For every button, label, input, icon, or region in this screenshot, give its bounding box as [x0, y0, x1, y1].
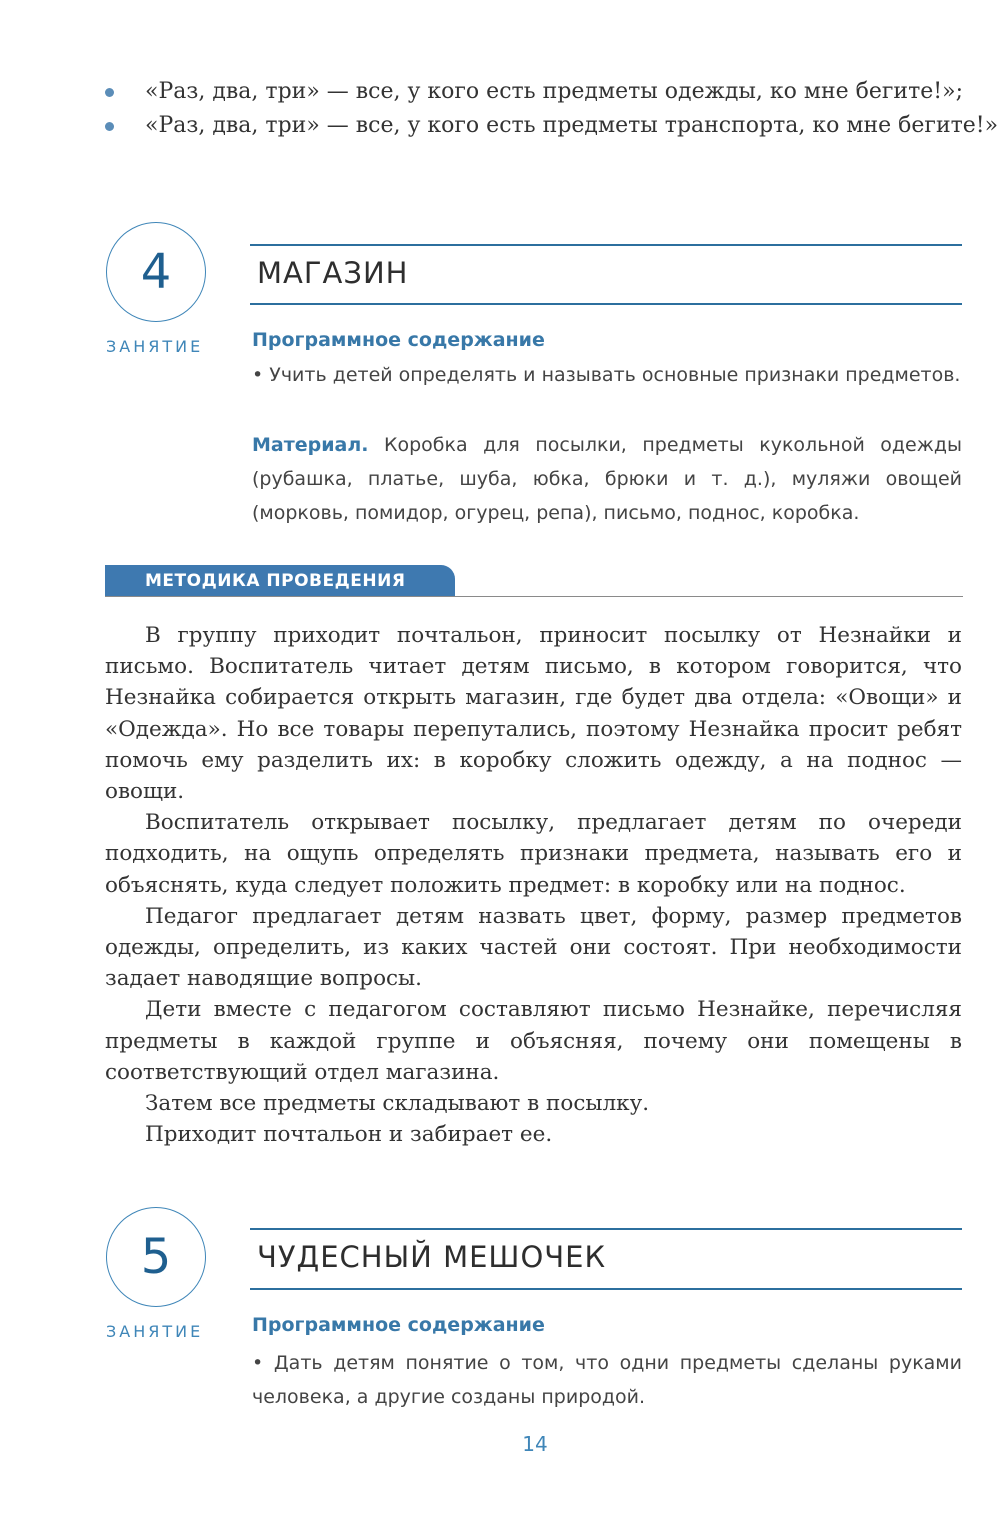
lesson-number-badge: 5 — [106, 1207, 206, 1307]
program-heading: Программное содержание — [252, 329, 545, 351]
method-paragraph: В группу приходит почтальон, приносит посылку от Незнайки и письмо. Воспитатель читает детям письмо, в котором говорится, что Незнайка собирается открыть магазин, где будет два отдела: «Овощи» и «Одежда». Но все товары перепутались, поэтому Незнайка просит ребят помочь ему разделить их: в коробку сложить одежду, а на поднос — овощи. — [105, 623, 962, 805]
title-rule-top — [250, 244, 962, 246]
method-paragraph: Дети вместе с педагогом составляют письмо Незнайке, перечисляя предметы в каждой группе и объясняя, почему они помещены в соответствующий отдел магазина. — [105, 997, 962, 1085]
method-rule — [105, 596, 963, 597]
method-paragraph: Приходит почтальон и забирает ее. — [145, 1122, 553, 1148]
bullet-dot-icon — [105, 122, 114, 131]
method-paragraph: Воспитатель открывает посылку, предлагает детям по очереди подходить, на ощупь определять признаки предмета, называть его и объяснять, куда следует положить предмет: в коробку или на поднос. — [105, 810, 962, 898]
lesson-title: МАГАЗИН — [257, 256, 409, 290]
title-rule-top — [250, 1228, 962, 1230]
lesson-label: ЗАНЯТИЕ — [106, 337, 204, 356]
title-rule-bottom — [250, 303, 962, 305]
material-label: Материал. — [252, 434, 369, 456]
title-rule-bottom — [250, 1288, 962, 1290]
page-number: 14 — [522, 1432, 548, 1456]
program-item: • Учить детей определять и называть основные признаки предметов. — [252, 364, 961, 386]
program-heading: Программное содержание — [252, 1314, 545, 1336]
method-paragraph: Затем все предметы складывают в посылку. — [145, 1091, 650, 1117]
method-heading: МЕТОДИКА ПРОВЕДЕНИЯ — [105, 565, 455, 597]
method-paragraph: Педагог предлагает детям назвать цвет, форму, размер предметов одежды, определить, из каких частей они состоят. При необходимости задает наводящие вопросы. — [105, 903, 962, 992]
program-item: • Дать детям понятие о том, что одни предметы сделаны руками человека, а другие созданы природой. — [252, 1352, 962, 1408]
lesson-title: ЧУДЕСНЫЙ МЕШОЧЕК — [257, 1240, 607, 1274]
lesson-label: ЗАНЯТИЕ — [106, 1322, 204, 1341]
method-section-header — [105, 563, 963, 599]
method-body — [105, 620, 962, 1150]
bullet-dot-icon — [105, 88, 114, 97]
material-text: Коробка для посылки, предметы кукольной одежды (рубашка, платье, шуба, юбка, брюки и т. д.), муляжи овощей (морковь, помидор, огурец, репа), письмо, поднос, коробка. — [252, 434, 962, 524]
material-paragraph — [252, 428, 962, 530]
lesson-number-badge: 4 — [106, 222, 206, 322]
